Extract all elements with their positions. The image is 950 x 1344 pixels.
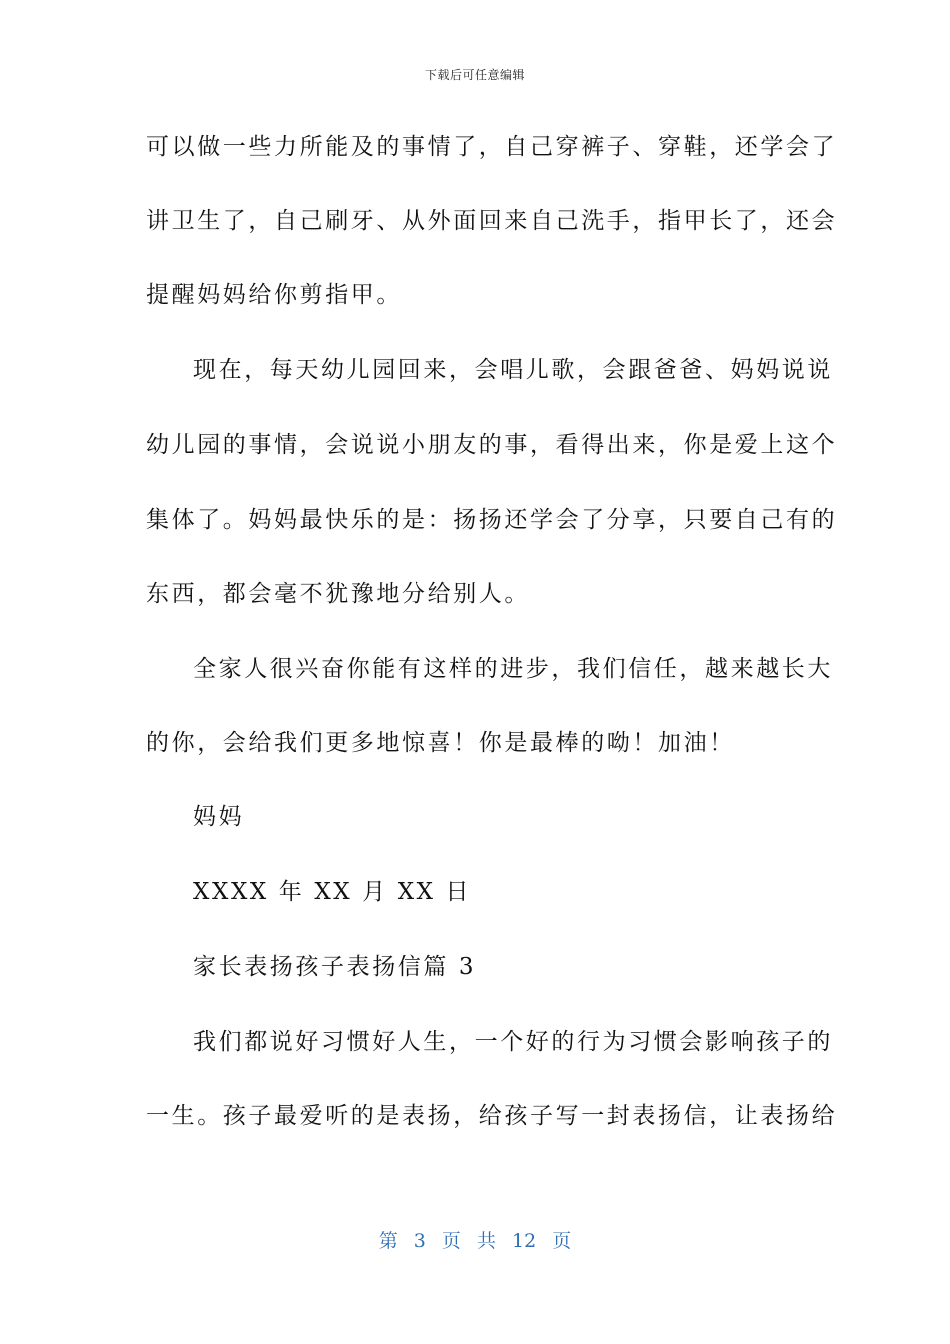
- paragraph-line: 集体了。妈妈最快乐的是：扬扬还学会了分享，只要自己有的: [146, 507, 838, 533]
- paragraph-line: 一生。孩子最爱听的是表扬，给孩子写一封表扬信，让表扬给: [146, 1103, 838, 1129]
- paragraph-line: 东西，都会毫不犹豫地分给别人。: [146, 581, 530, 607]
- page-header: 下载后可任意编辑: [424, 68, 525, 82]
- paragraph-line: 讲卫生了，自己刷牙、从外面回来自己洗手，指甲长了，还会: [146, 208, 838, 234]
- paragraph-line: 现在，每天幼儿园回来，会唱儿歌，会跟爸爸、妈妈说说: [193, 357, 833, 383]
- paragraph-line: 幼儿园的事情，会说说小朋友的事，看得出来，你是爱上这个: [146, 432, 838, 458]
- paragraph-line: 我们都说好习惯好人生，一个好的行为习惯会影响孩子的: [193, 1029, 833, 1055]
- paragraph-line: 可以做一些力所能及的事情了，自己穿裤子、穿鞋，还学会了: [146, 134, 838, 160]
- paragraph-line: 提醒妈妈给你剪指甲。: [146, 282, 402, 308]
- page-number: 第 3 页 共 12 页: [378, 1230, 572, 1252]
- section-title: 家长表扬孩子表扬信篇 3: [193, 954, 477, 980]
- date-line: XXXX 年 XX 月 XX 日: [193, 879, 472, 905]
- paragraph-line: 全家人很兴奋你能有这样的进步，我们信任，越来越长大: [193, 656, 833, 682]
- signature: 妈妈: [193, 804, 245, 830]
- paragraph-line: 的你，会给我们更多地惊喜！你是最棒的呦！加油！: [146, 730, 735, 756]
